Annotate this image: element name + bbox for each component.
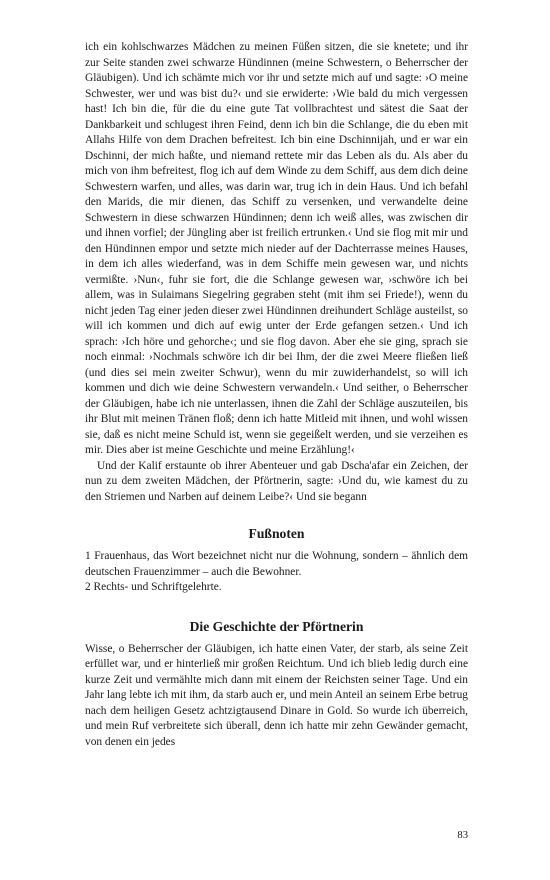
- body-paragraph-1: ich ein kohlschwarzes Mädchen zu meinen Füßen sitzen, die sie knetete; und ihr zur Seite standen zwei schwarze Hündinnen (meine Schwestern, o Beherrscher der Gläubigen). Und ich schämte mich vor ihr und setzte mich auf und sagte: ›O meine Schwester, wer und was bist du?‹ und sie erwiderte: ›Wie bald du mich vergessen hast! Ich bin die, für die du eine gute Tat vollbrachtest und sätest die Saat der Dankbarkeit und schlugest ihren Feind, denn ich bin die Schlange, die du eben mit Allahs Hilfe von dem Drachen befreitest. Ich bin eine Dschinnijah, und er war ein Dschinni, der mich haßte, und niemand rettete mir das Leben als du. Als aber du mich von ihm befreitest, flog ich auf dem Winde zu dem Schiff, aus dem dich deine Schwestern warfen, und alles, was darin war, trug ich in dein Haus. Und ich befahl den Marids, die mir dienen, das Schiff zu versenken, und verwandelte deine Schwestern in diese schwarzen Hündinnen; denn ich weiß alles, was zwischen dir und ihnen vorfiel; der Jüngling aber ist freilich ertrunken.‹ Und sie flog mit mir und den Hündinnen empor und setzte mich nieder auf der Dachterrasse meines Hauses, in dem ich alles wiederfand, was in dem Schiffe mein gewesen war, und nichts vermißte. ›Nun‹, fuhr sie fort, die die Schlange gewesen war, ›schwöre ich bei allem, was in Sulaimans Siegelring gegraben steht (mit ihm sei Friede!), wenn du nicht jeden Tag einer jeden dieser zwei Hündinnen dreihundert Schläge austeilst, so will ich kommen und dich auf ewig unter der Erde gefangen setzen.‹ Und ich sprach: ›Ich höre und gehorche‹; und sie flog davon. Aber ehe sie ging, sprach sie noch einmal: ›Nochmals schwöre ich dir bei Ihm, der die zwei Meere fließen ließ (und dies sei mein zweiter Schwur), wenn du mir zuwiderhandelst, so will ich kommen und dich wie deine Schwestern verwandeln.‹ Und seither, o Beherrscher der Gläubigen, habe ich nie unterlassen, ihnen die Zahl der Schläge auszuteilen, bis ihr Blut mit meinen Tränen floß; denn ich hatte Mitleid mit ihnen, und wohl wissen sie, daß es nicht meine Schuld ist, wenn sie gegeißelt werden, und sie verzeihen es mir. Dies aber ist meine Geschichte und meine Erzählung!‹: [85, 41, 468, 456]
- story-heading: Die Geschichte der Pförtnerin: [189, 618, 364, 634]
- footnote-1: 1 Frauenhaus, das Wort bezeichnet nicht nur die Wohnung, sondern – ähnlich dem deutschen Frauenzimmer – auch die Bewohner.: [85, 550, 468, 578]
- footnotes-heading: Fußnoten: [248, 526, 305, 541]
- body-paragraph-2: Und der Kalif erstaunte ob ihrer Abenteuer und gab Dscha'afar ein Zeichen, der nun zu dem zweiten Mädchen, der Pförtnerin, sagte: ›Und du, wie kamest du zu den Striemen und Narben auf deinem Leibe?‹ Und sie begann: [85, 459, 468, 503]
- footnote-2: 2 Rechts- und Schriftgelehrte.: [85, 581, 222, 593]
- page-number: 83: [457, 830, 468, 841]
- story-paragraph: Wisse, o Beherrscher der Gläubigen, ich hatte einen Vater, der starb, als seine Zeit erfüllet war, und er hinterließ mir großen Reichtum. Und ich blieb ledig durch eine kurze Zeit und vermählte mich dann mit einem der Reichsten seiner Tage. Und ein Jahr lang lebte ich mit ihm, da starb auch er, und mein Anteil an seinem Erbe betrug nach dem heiligen Gesetz achtzigtausend Dinare in Gold. So wurde ich überreich, und mein Ruf verbreitete sich überall, denn ich hatte mir zehn Gewänder gemacht, von denen ein jedes: [85, 642, 468, 748]
- book-page: [85, 40, 468, 870]
